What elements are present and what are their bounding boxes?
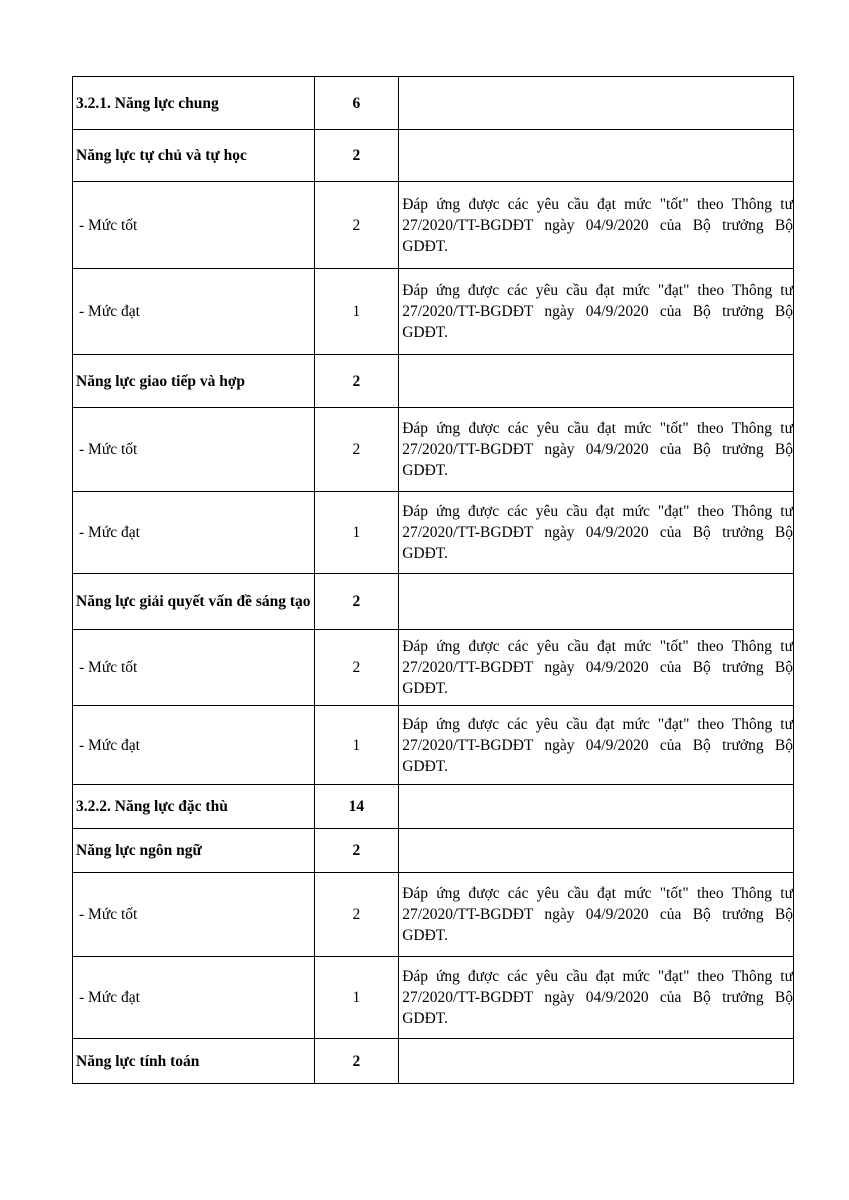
criterion-label: 3.2.1. Năng lực chung	[73, 77, 315, 130]
level-row	[73, 408, 794, 492]
score-cell: 1	[314, 269, 399, 355]
score-cell: 2	[314, 574, 399, 630]
score-cell: 2	[314, 408, 399, 492]
level-row	[73, 492, 794, 574]
description-cell: Đáp ứng được các yêu cầu đạt mức "đạt" theo Thông tư 27/2020/TT-BGDĐT ngày 04/9/2020 của Bộ trưởng Bộ GDĐT.	[399, 957, 794, 1039]
description-cell: Đáp ứng được các yêu cầu đạt mức "tốt" theo Thông tư 27/2020/TT-BGDĐT ngày 04/9/2020 của Bộ trưởng Bộ GDĐT.	[399, 182, 794, 269]
section-row	[73, 829, 794, 873]
description-cell: Đáp ứng được các yêu cầu đạt mức "đạt" theo Thông tư 27/2020/TT-BGDĐT ngày 04/9/2020 của Bộ trưởng Bộ GDĐT.	[399, 492, 794, 574]
level-row	[73, 269, 794, 355]
section-row	[73, 77, 794, 130]
section-row	[73, 1039, 794, 1084]
criterion-label: - Mức đạt	[73, 706, 315, 785]
description-cell	[399, 355, 794, 408]
criteria-table	[72, 76, 794, 1084]
score-cell: 2	[314, 182, 399, 269]
criterion-label: 3.2.2. Năng lực đặc thù	[73, 785, 315, 829]
criterion-label: - Mức tốt	[73, 873, 315, 957]
criterion-label: Năng lực tính toán	[73, 1039, 315, 1084]
section-row	[73, 574, 794, 630]
criterion-label: - Mức tốt	[73, 408, 315, 492]
description-cell	[399, 829, 794, 873]
description-cell	[399, 785, 794, 829]
score-cell: 1	[314, 957, 399, 1039]
level-row	[73, 182, 794, 269]
section-row	[73, 130, 794, 182]
criterion-label: Năng lực giải quyết vấn đề sáng tạo	[73, 574, 315, 630]
description-cell: Đáp ứng được các yêu cầu đạt mức "tốt" theo Thông tư 27/2020/TT-BGDĐT ngày 04/9/2020 của Bộ trưởng Bộ GDĐT.	[399, 873, 794, 957]
criterion-label: - Mức đạt	[73, 957, 315, 1039]
description-cell: Đáp ứng được các yêu cầu đạt mức "tốt" theo Thông tư 27/2020/TT-BGDĐT ngày 04/9/2020 của Bộ trưởng Bộ GDĐT.	[399, 408, 794, 492]
description-cell: Đáp ứng được các yêu cầu đạt mức "đạt" theo Thông tư 27/2020/TT-BGDĐT ngày 04/9/2020 của Bộ trưởng Bộ GDĐT.	[399, 269, 794, 355]
score-cell: 2	[314, 873, 399, 957]
criterion-label: - Mức đạt	[73, 269, 315, 355]
criterion-label: Năng lực tự chủ và tự học	[73, 130, 315, 182]
score-cell: 1	[314, 706, 399, 785]
score-cell: 2	[314, 355, 399, 408]
level-row	[73, 957, 794, 1039]
score-cell: 1	[314, 492, 399, 574]
level-row	[73, 706, 794, 785]
criterion-label: - Mức tốt	[73, 630, 315, 706]
score-cell: 6	[314, 77, 399, 130]
description-cell	[399, 1039, 794, 1084]
score-cell: 2	[314, 1039, 399, 1084]
criterion-label: Năng lực giao tiếp và hợp	[73, 355, 315, 408]
criterion-label: Năng lực ngôn ngữ	[73, 829, 315, 873]
section-row	[73, 355, 794, 408]
level-row	[73, 630, 794, 706]
score-cell: 2	[314, 630, 399, 706]
score-cell: 14	[314, 785, 399, 829]
section-row	[73, 785, 794, 829]
criterion-label: - Mức tốt	[73, 182, 315, 269]
score-cell: 2	[314, 130, 399, 182]
description-cell	[399, 574, 794, 630]
description-cell	[399, 130, 794, 182]
description-cell: Đáp ứng được các yêu cầu đạt mức "đạt" theo Thông tư 27/2020/TT-BGDĐT ngày 04/9/2020 của Bộ trưởng Bộ GDĐT.	[399, 706, 794, 785]
score-cell: 2	[314, 829, 399, 873]
criterion-label: - Mức đạt	[73, 492, 315, 574]
level-row	[73, 873, 794, 957]
description-cell	[399, 77, 794, 130]
description-cell: Đáp ứng được các yêu cầu đạt mức "tốt" theo Thông tư 27/2020/TT-BGDĐT ngày 04/9/2020 của Bộ trưởng Bộ GDĐT.	[399, 630, 794, 706]
